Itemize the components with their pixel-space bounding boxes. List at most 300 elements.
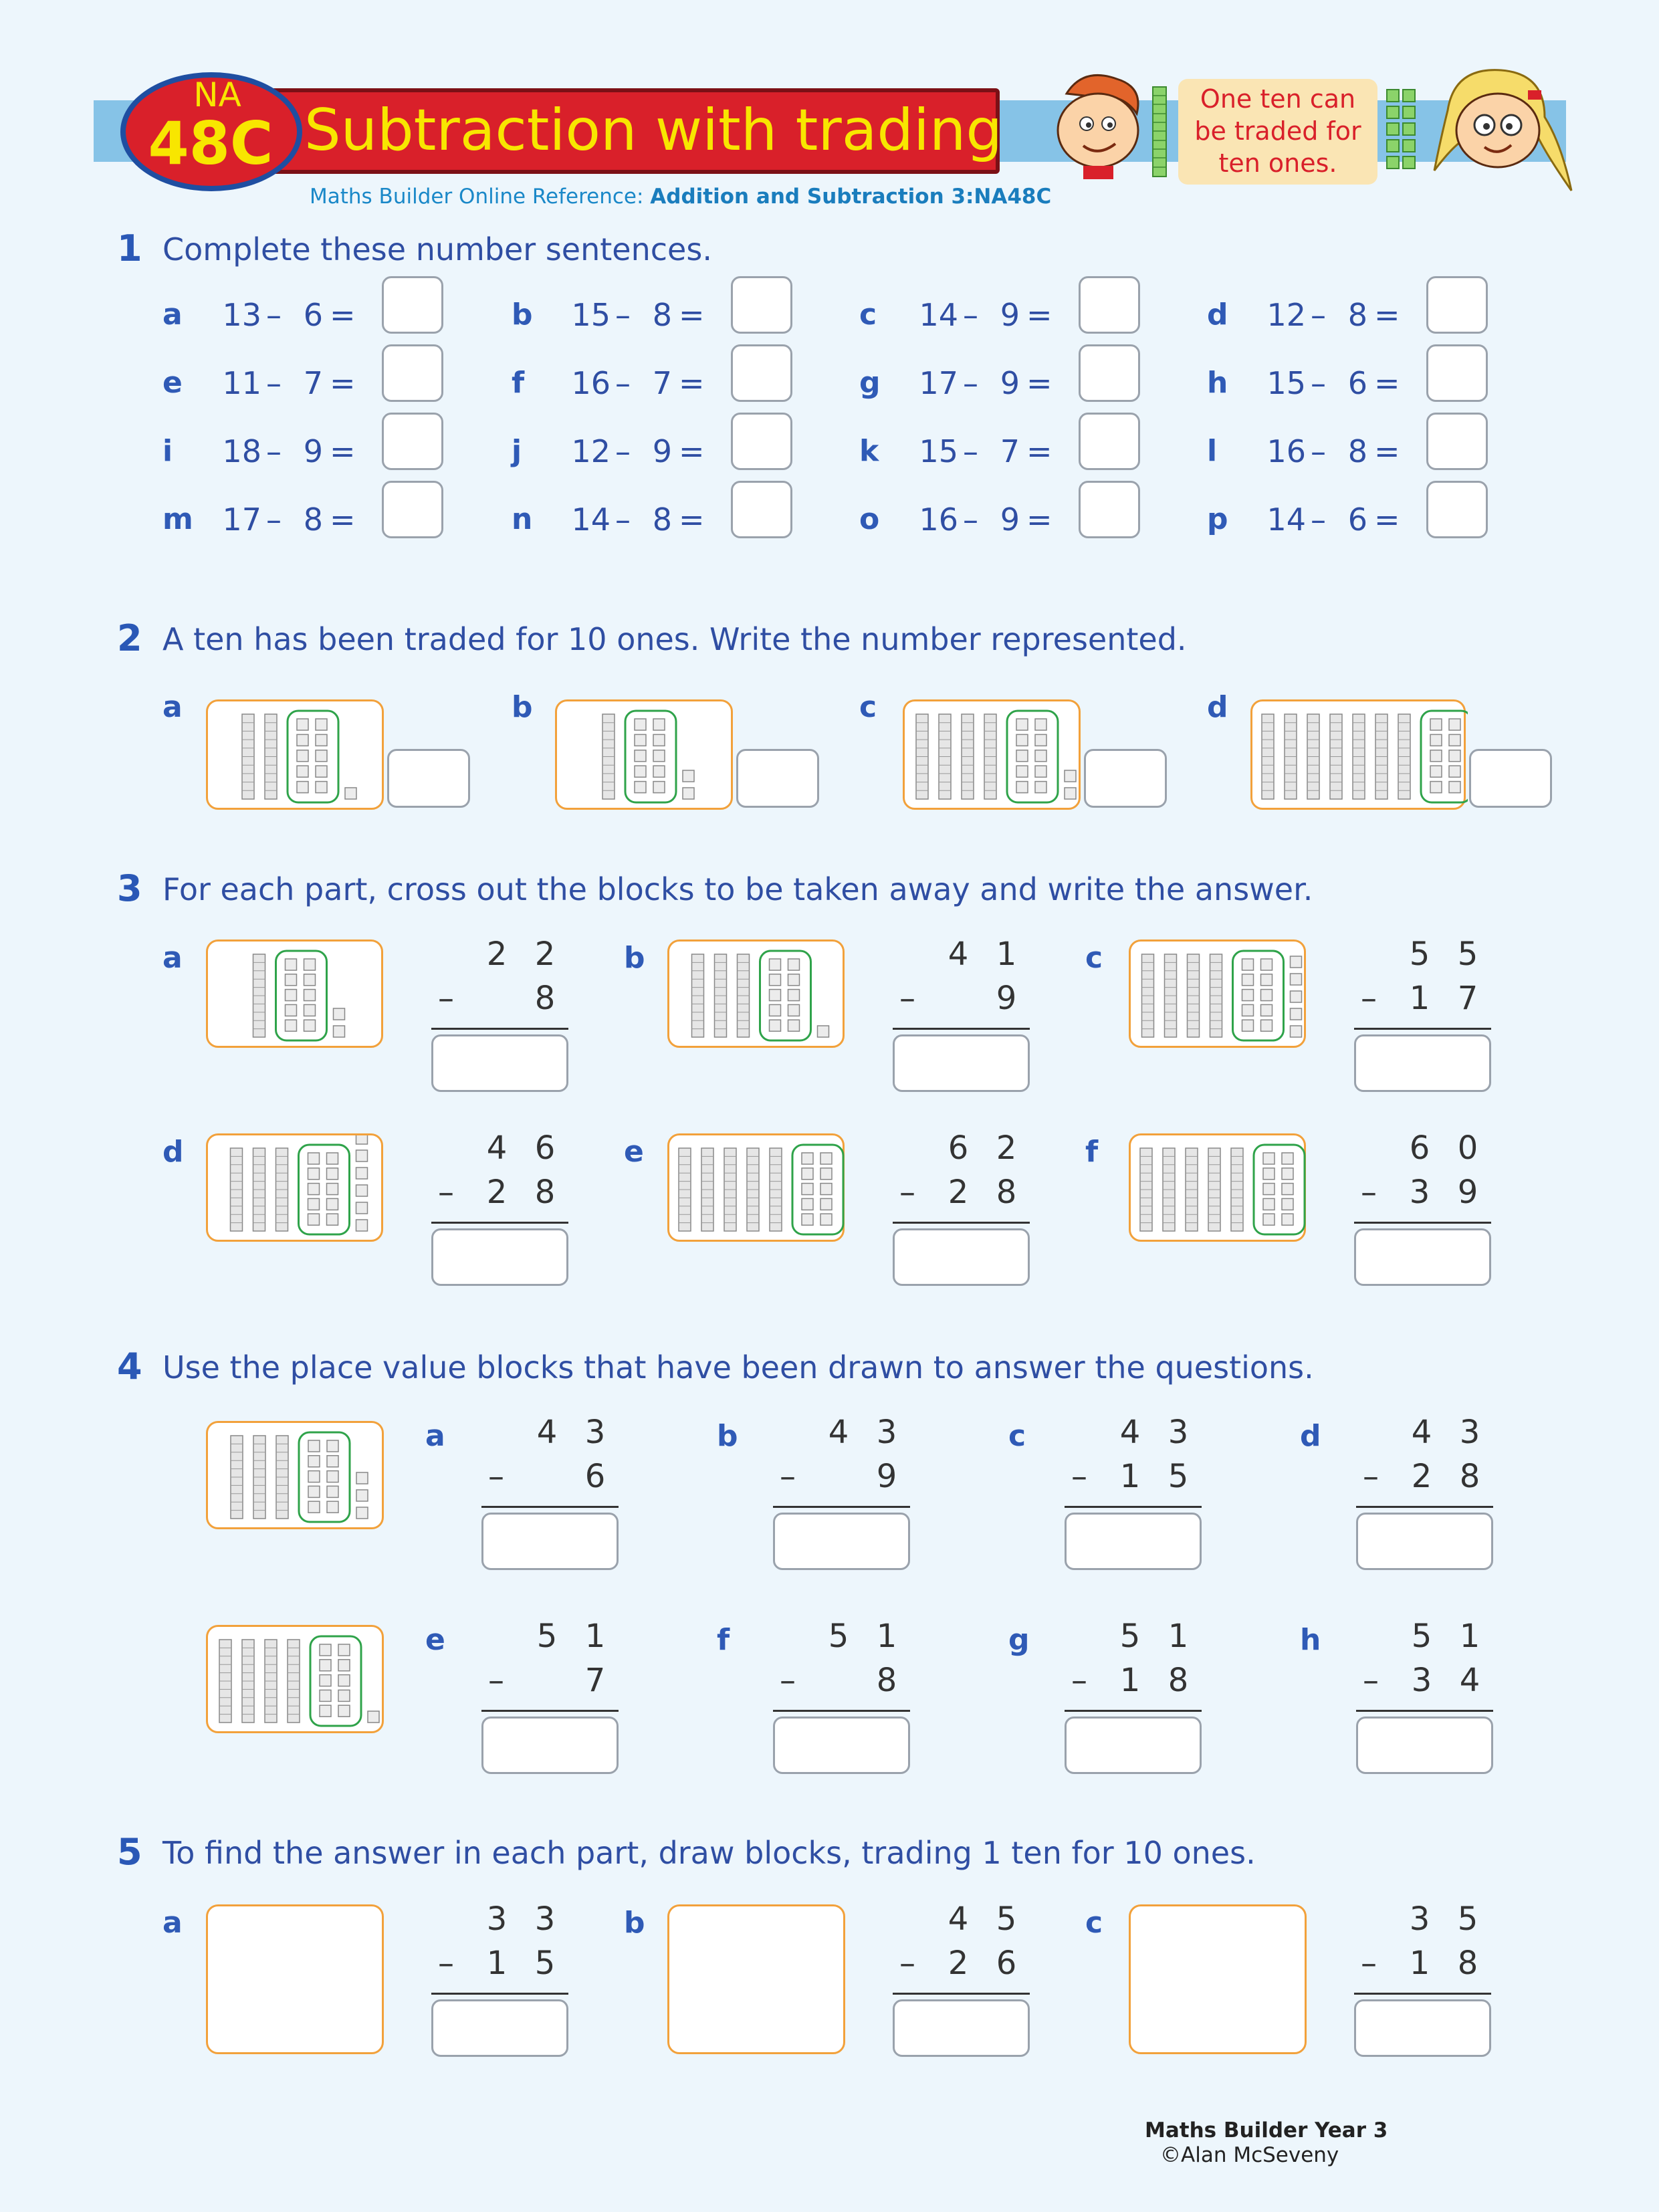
q3-part-label: d [162, 1135, 184, 1169]
q3-subtraction-top-ones: 5 [1457, 935, 1478, 973]
one-cube [308, 1471, 320, 1482]
footer-copyright: ©Alan McSeveny [1160, 2143, 1339, 2167]
q4-subtraction-top-ones: 3 [584, 1414, 606, 1451]
q5-subtraction-answer-box[interactable] [893, 1999, 1030, 2057]
one-cube [635, 734, 646, 746]
q2-answer-box[interactable] [1084, 749, 1167, 808]
q4-subtraction-bottom-ones: 8 [876, 1662, 897, 1699]
one-cube [1263, 1168, 1275, 1180]
one-cube [1449, 734, 1460, 746]
q1-equals-sign: = [1026, 433, 1053, 469]
q2-part-label: b [512, 690, 533, 724]
q4-subtraction-top-ones: 1 [876, 1618, 897, 1655]
loose-one-cube [683, 770, 694, 782]
q5-subtraction-bottom-ones: 5 [534, 1945, 556, 1982]
q1-equals-sign: = [330, 433, 356, 469]
q4-subtraction-bottom-tens: 1 [1119, 1458, 1141, 1495]
q1-answer-box[interactable] [731, 276, 792, 334]
q1-answer-box[interactable] [731, 481, 792, 538]
q1-minus-sign: – [963, 502, 978, 538]
girl-character-illustration [1428, 64, 1581, 197]
q1-first-number: 12 [571, 433, 611, 469]
q1-first-number: 14 [571, 502, 611, 538]
loose-one-cube [356, 1507, 368, 1519]
q3-subtraction-answer-box[interactable] [1354, 1034, 1491, 1092]
q3-subtraction-answer-box[interactable] [893, 1228, 1030, 1286]
q1-part-label: h [1207, 366, 1228, 400]
one-cube [788, 1004, 800, 1016]
traded-ones-group [625, 711, 676, 802]
q1-answer-box[interactable] [1426, 481, 1488, 538]
loose-one-cube [1291, 974, 1302, 985]
q3-subtraction-answer-box[interactable] [1354, 1228, 1491, 1286]
q1-minus-sign: – [615, 433, 631, 469]
one-cube [338, 1690, 350, 1701]
boy-character-illustration [1043, 67, 1150, 181]
q1-equals-sign: = [679, 502, 705, 538]
one-cube [327, 1168, 338, 1180]
q1-equals-sign: = [330, 502, 356, 538]
badge-prefix: NA [193, 76, 241, 114]
q4-subtraction-minus: – [1071, 1458, 1087, 1495]
q1-answer-box[interactable] [1426, 344, 1488, 402]
q1-first-number: 15 [571, 297, 611, 333]
one-cube [308, 1153, 320, 1164]
ten-ones-icon [1386, 88, 1419, 175]
one-cube [1261, 990, 1273, 1001]
q1-first-number: 16 [1266, 433, 1306, 469]
q5-subtraction-top-ones: 5 [1457, 1900, 1478, 1938]
one-cube [802, 1184, 813, 1195]
one-cube [770, 990, 781, 1001]
one-cube [1242, 1004, 1254, 1016]
one-cube [1016, 782, 1028, 793]
q4-subtraction-bottom-ones: 4 [1459, 1662, 1480, 1699]
q2-part-label: d [1207, 690, 1228, 724]
one-cube [316, 750, 327, 762]
q1-second-number: 9 [1000, 365, 1020, 401]
one-cube [1263, 1214, 1275, 1225]
q2-blocks-box [1250, 699, 1466, 810]
one-cube [327, 1184, 338, 1195]
base-ten-blocks-drawing [905, 701, 1083, 812]
q3-subtraction-top-tens: 6 [948, 1129, 969, 1167]
loose-one-cube [356, 1168, 368, 1179]
q1-second-number: 6 [1347, 502, 1367, 538]
loose-one-cube [356, 1472, 368, 1484]
q5-subtraction-rule [431, 1993, 568, 1995]
q5-subtraction-top-tens: 3 [486, 1900, 508, 1938]
one-cube [1261, 959, 1273, 970]
q3-subtraction-minus: – [899, 980, 915, 1017]
loose-one-cube [345, 788, 356, 799]
q5-subtraction-top-ones: 3 [534, 1900, 556, 1938]
q3-subtraction-top-tens: 6 [1409, 1129, 1430, 1167]
one-cube [788, 974, 800, 986]
q5-subtraction-answer-box[interactable] [431, 1999, 568, 2057]
q3-subtraction-top-tens: 4 [948, 935, 969, 973]
q1-part-label: c [859, 298, 877, 332]
q1-answer-box[interactable] [1079, 413, 1140, 470]
q1-second-number: 7 [303, 365, 323, 401]
one-cube [788, 1020, 800, 1031]
one-cube [308, 1440, 320, 1452]
one-cube [1430, 782, 1442, 793]
one-cube [820, 1153, 832, 1164]
q1-minus-sign: – [1311, 502, 1326, 538]
q1-part-label: b [512, 298, 533, 332]
q4-subtraction-rule [481, 1710, 619, 1712]
one-cube [1282, 1184, 1293, 1195]
q1-answer-box[interactable] [1079, 344, 1140, 402]
q3-subtraction-answer-box[interactable] [893, 1034, 1030, 1092]
one-cube [286, 1020, 297, 1031]
q1-part-label: f [512, 366, 525, 400]
q1-equals-sign: = [1026, 365, 1053, 401]
q4-subtraction-top-ones: 3 [1168, 1414, 1189, 1451]
q4-subtraction-answer-box[interactable] [481, 1513, 619, 1570]
q1-minus-sign: – [615, 297, 631, 333]
one-cube [1261, 1004, 1273, 1016]
q1-answer-box[interactable] [382, 276, 443, 334]
q4-part-label: a [425, 1419, 445, 1453]
question-1-text: Complete these number sentences. [162, 231, 712, 267]
q4-subtraction-top-ones: 1 [1168, 1618, 1189, 1655]
question-4-text: Use the place value blocks that have been drawn to answer the questions. [162, 1349, 1314, 1386]
q3-subtraction-top-ones: 2 [996, 1129, 1017, 1167]
one-cube [1016, 734, 1028, 746]
one-cube [802, 1214, 813, 1225]
one-cube [304, 1020, 316, 1031]
q5-subtraction-rule [893, 1993, 1030, 1995]
one-cube [320, 1644, 331, 1656]
one-cube [1282, 1153, 1293, 1164]
q1-answer-box[interactable] [1079, 276, 1140, 334]
loose-one-cube [356, 1135, 368, 1144]
q3-subtraction-bottom-tens: 2 [486, 1174, 508, 1211]
q5-subtraction-bottom-tens: 1 [486, 1945, 508, 1982]
one-cube [653, 750, 665, 762]
one-cube [1282, 1168, 1293, 1180]
q2-answer-box[interactable] [387, 749, 470, 808]
q4-subtraction-bottom-ones: 8 [1459, 1458, 1480, 1495]
q1-second-number: 8 [303, 502, 323, 538]
bubble-line-2: be traded for [1194, 116, 1361, 146]
q1-minus-sign: – [615, 365, 631, 401]
q4-subtraction-bottom-ones: 8 [1168, 1662, 1189, 1699]
one-cube [308, 1486, 320, 1497]
one-cube [297, 734, 308, 746]
one-cube [1035, 750, 1046, 762]
q1-answer-box[interactable] [382, 413, 443, 470]
q4-subtraction-answer-box[interactable] [1065, 1717, 1202, 1774]
q1-part-label: e [162, 366, 183, 400]
one-cube [297, 719, 308, 730]
one-cube [308, 1456, 320, 1467]
q3-blocks-box [1129, 1133, 1306, 1242]
one-cube [1282, 1214, 1293, 1225]
q4-subtraction-answer-box[interactable] [1356, 1717, 1493, 1774]
q5-subtraction-minus: – [1361, 1945, 1377, 1982]
q1-part-label: m [162, 502, 193, 536]
q3-subtraction-minus: – [1361, 980, 1377, 1017]
q1-second-number: 9 [303, 433, 323, 469]
question-5-text: To find the answer in each part, draw blocks, trading 1 ten for 10 ones. [162, 1835, 1256, 1871]
q5-drawing-box[interactable] [1129, 1904, 1307, 2054]
one-cube [1430, 766, 1442, 777]
traded-ones-group [1233, 951, 1284, 1040]
base-ten-blocks-drawing [208, 1135, 385, 1244]
q1-answer-box[interactable] [382, 344, 443, 402]
one-cube [635, 782, 646, 793]
q4-subtraction-minus: – [1071, 1662, 1087, 1699]
one-cube [308, 1198, 320, 1210]
base-ten-blocks-drawing [557, 701, 735, 812]
q4-subtraction-top-tens: 5 [828, 1618, 849, 1655]
q1-equals-sign: = [1026, 502, 1053, 538]
q1-minus-sign: – [963, 365, 978, 401]
q2-part-label: c [859, 690, 877, 724]
q4-subtraction-minus: – [1363, 1458, 1379, 1495]
q4-subtraction-bottom-tens: 3 [1411, 1662, 1432, 1699]
one-cube [286, 959, 297, 970]
q3-subtraction-bottom-ones: 9 [996, 980, 1017, 1017]
q4-subtraction-rule [773, 1710, 910, 1712]
q5-subtraction-bottom-ones: 6 [996, 1945, 1017, 1982]
q4-subtraction-answer-box[interactable] [1065, 1513, 1202, 1570]
traded-ones-group [288, 711, 338, 802]
q1-minus-sign: – [1311, 365, 1326, 401]
q5-part-label: a [162, 1906, 183, 1940]
speech-bubble [1178, 79, 1377, 185]
q1-equals-sign: = [679, 433, 705, 469]
one-cube [1261, 1020, 1273, 1031]
q3-part-label: f [1085, 1135, 1099, 1169]
q1-answer-box[interactable] [1079, 481, 1140, 538]
loose-one-cube [683, 788, 694, 799]
one-cube [327, 1214, 338, 1225]
traded-ones-group [792, 1145, 843, 1234]
ten-rod-icon [1151, 86, 1168, 179]
q1-minus-sign: – [963, 297, 978, 333]
one-cube [653, 782, 665, 793]
q3-subtraction-bottom-ones: 8 [534, 980, 556, 1017]
q1-answer-box[interactable] [731, 344, 792, 402]
q4-part-label: e [425, 1623, 445, 1657]
base-ten-blocks-drawing [1131, 942, 1308, 1050]
one-cube [820, 1168, 832, 1180]
q1-second-number: 6 [303, 297, 323, 333]
one-cube [820, 1198, 832, 1210]
one-cube [1282, 1198, 1293, 1210]
q3-subtraction-minus: – [438, 1174, 454, 1211]
q4-subtraction-minus: – [780, 1662, 796, 1699]
one-cube [802, 1198, 813, 1210]
online-reference [310, 183, 1051, 210]
one-cube [1242, 974, 1254, 986]
q3-subtraction-rule [431, 1222, 568, 1224]
one-cube [653, 734, 665, 746]
one-cube [297, 782, 308, 793]
q1-second-number: 6 [1347, 365, 1367, 401]
one-cube [297, 766, 308, 777]
q1-answer-box[interactable] [382, 481, 443, 538]
q2-blocks-box [903, 699, 1081, 810]
q4-part-label: c [1008, 1419, 1026, 1453]
one-cube [308, 1501, 320, 1513]
bubble-line-1: One ten can [1200, 84, 1356, 114]
loose-one-cube [1291, 991, 1302, 1002]
q4-subtraction-bottom-ones: 6 [584, 1458, 606, 1495]
q5-subtraction-answer-box[interactable] [1354, 1999, 1491, 2057]
q4-part-label: b [717, 1419, 738, 1453]
base-ten-blocks-drawing [208, 1423, 386, 1531]
q4-subtraction-rule [1065, 1710, 1202, 1712]
one-cube [820, 1184, 832, 1195]
q4-subtraction-top-tens: 5 [1411, 1618, 1432, 1655]
loose-one-cube [1291, 1008, 1302, 1020]
q3-subtraction-bottom-tens: 3 [1409, 1174, 1430, 1211]
q5-drawing-box[interactable] [206, 1904, 384, 2054]
one-cube [320, 1675, 331, 1686]
loose-one-cube [356, 1220, 368, 1231]
q1-equals-sign: = [1374, 433, 1400, 469]
q4-subtraction-top-ones: 3 [1459, 1414, 1480, 1451]
q5-drawing-box[interactable] [667, 1904, 845, 2054]
q3-subtraction-bottom-ones: 7 [1457, 980, 1478, 1017]
loose-one-cube [1291, 956, 1302, 968]
q3-subtraction-minus: – [1361, 1174, 1377, 1211]
base-ten-blocks-drawing [208, 942, 385, 1050]
q5-subtraction-top-ones: 5 [996, 1900, 1017, 1938]
q3-part-label: e [624, 1135, 644, 1169]
q1-part-label: p [1207, 502, 1228, 536]
q4-subtraction-rule [1356, 1506, 1493, 1508]
q1-minus-sign: – [266, 297, 282, 333]
one-cube [653, 766, 665, 777]
base-ten-blocks-drawing [1252, 701, 1468, 812]
q4-subtraction-answer-box[interactable] [773, 1717, 910, 1774]
q5-subtraction-bottom-tens: 1 [1409, 1945, 1430, 1982]
q1-second-number: 8 [652, 502, 672, 538]
q4-subtraction-top-tens: 4 [1119, 1414, 1141, 1451]
q1-first-number: 14 [919, 297, 958, 333]
q4-subtraction-minus: – [780, 1458, 796, 1495]
q3-subtraction-rule [1354, 1028, 1491, 1030]
loose-one-cube [356, 1185, 368, 1196]
loose-one-cube [356, 1202, 368, 1214]
one-cube [286, 974, 297, 986]
one-cube [635, 766, 646, 777]
loose-one-cube [818, 1026, 829, 1037]
q1-second-number: 9 [1000, 502, 1020, 538]
one-cube [304, 959, 316, 970]
q1-minus-sign: – [615, 502, 631, 538]
q4-subtraction-top-tens: 5 [536, 1618, 558, 1655]
one-cube [308, 1214, 320, 1225]
q1-first-number: 18 [222, 433, 261, 469]
q2-answer-box[interactable] [1469, 749, 1552, 808]
one-cube [1242, 1020, 1254, 1031]
q4-subtraction-rule [1065, 1506, 1202, 1508]
q4-subtraction-top-ones: 1 [584, 1618, 606, 1655]
one-cube [316, 719, 327, 730]
loose-one-cube [368, 1711, 379, 1723]
q3-subtraction-top-tens: 4 [486, 1129, 508, 1167]
q1-part-label: g [859, 366, 881, 400]
q5-part-label: c [1085, 1906, 1103, 1940]
q3-subtraction-top-ones: 0 [1457, 1129, 1478, 1167]
q1-second-number: 8 [1347, 433, 1367, 469]
q1-equals-sign: = [1026, 297, 1053, 333]
one-cube [1449, 750, 1460, 762]
one-cube [304, 1004, 316, 1016]
q4-subtraction-answer-box[interactable] [481, 1717, 619, 1774]
q1-equals-sign: = [330, 297, 356, 333]
one-cube [1035, 734, 1046, 746]
base-ten-blocks-drawing [208, 701, 386, 812]
page-title: Subtraction with trading [304, 97, 1002, 164]
traded-ones-group [299, 1432, 350, 1522]
q1-part-label: n [512, 502, 533, 536]
q1-first-number: 13 [222, 297, 261, 333]
q1-answer-box[interactable] [731, 413, 792, 470]
q1-minus-sign: – [1311, 297, 1326, 333]
q3-blocks-box [1129, 939, 1306, 1048]
q1-first-number: 15 [919, 433, 958, 469]
q1-first-number: 15 [1266, 365, 1306, 401]
q5-subtraction-rule [1354, 1993, 1491, 1995]
loose-one-cube [356, 1490, 368, 1501]
traded-ones-group [299, 1145, 350, 1234]
q2-part-label: a [162, 690, 183, 724]
q2-answer-box[interactable] [736, 749, 819, 808]
q1-answer-box[interactable] [1426, 413, 1488, 470]
one-cube [1449, 719, 1460, 730]
q1-minus-sign: – [1311, 433, 1326, 469]
q1-equals-sign: = [1374, 297, 1400, 333]
q1-part-label: l [1207, 434, 1218, 468]
traded-ones-group [276, 951, 327, 1040]
q4-part-label: d [1300, 1419, 1321, 1453]
q3-subtraction-minus: – [438, 980, 454, 1017]
q3-blocks-box [206, 939, 383, 1048]
q4-subtraction-bottom-tens: 1 [1119, 1662, 1141, 1699]
q3-part-label: a [162, 941, 183, 975]
one-cube [304, 974, 316, 986]
q3-blocks-box [206, 1133, 383, 1242]
loose-one-cube [1065, 770, 1076, 782]
q4-subtraction-answer-box[interactable] [1356, 1513, 1493, 1570]
q3-subtraction-answer-box[interactable] [431, 1228, 568, 1286]
one-cube [304, 990, 316, 1001]
one-cube [1261, 974, 1273, 986]
one-cube [802, 1168, 813, 1180]
q1-second-number: 7 [652, 365, 672, 401]
one-cube [1016, 750, 1028, 762]
q1-answer-box[interactable] [1426, 276, 1488, 334]
q3-subtraction-bottom-tens: 2 [948, 1174, 969, 1211]
q4-subtraction-minus: – [1363, 1662, 1379, 1699]
q4-subtraction-top-tens: 4 [828, 1414, 849, 1451]
q1-part-label: a [162, 298, 183, 332]
q3-subtraction-answer-box[interactable] [431, 1034, 568, 1092]
q1-first-number: 12 [1266, 297, 1306, 333]
q4-subtraction-answer-box[interactable] [773, 1513, 910, 1570]
q1-second-number: 9 [652, 433, 672, 469]
one-cube [338, 1675, 350, 1686]
one-cube [327, 1456, 338, 1467]
